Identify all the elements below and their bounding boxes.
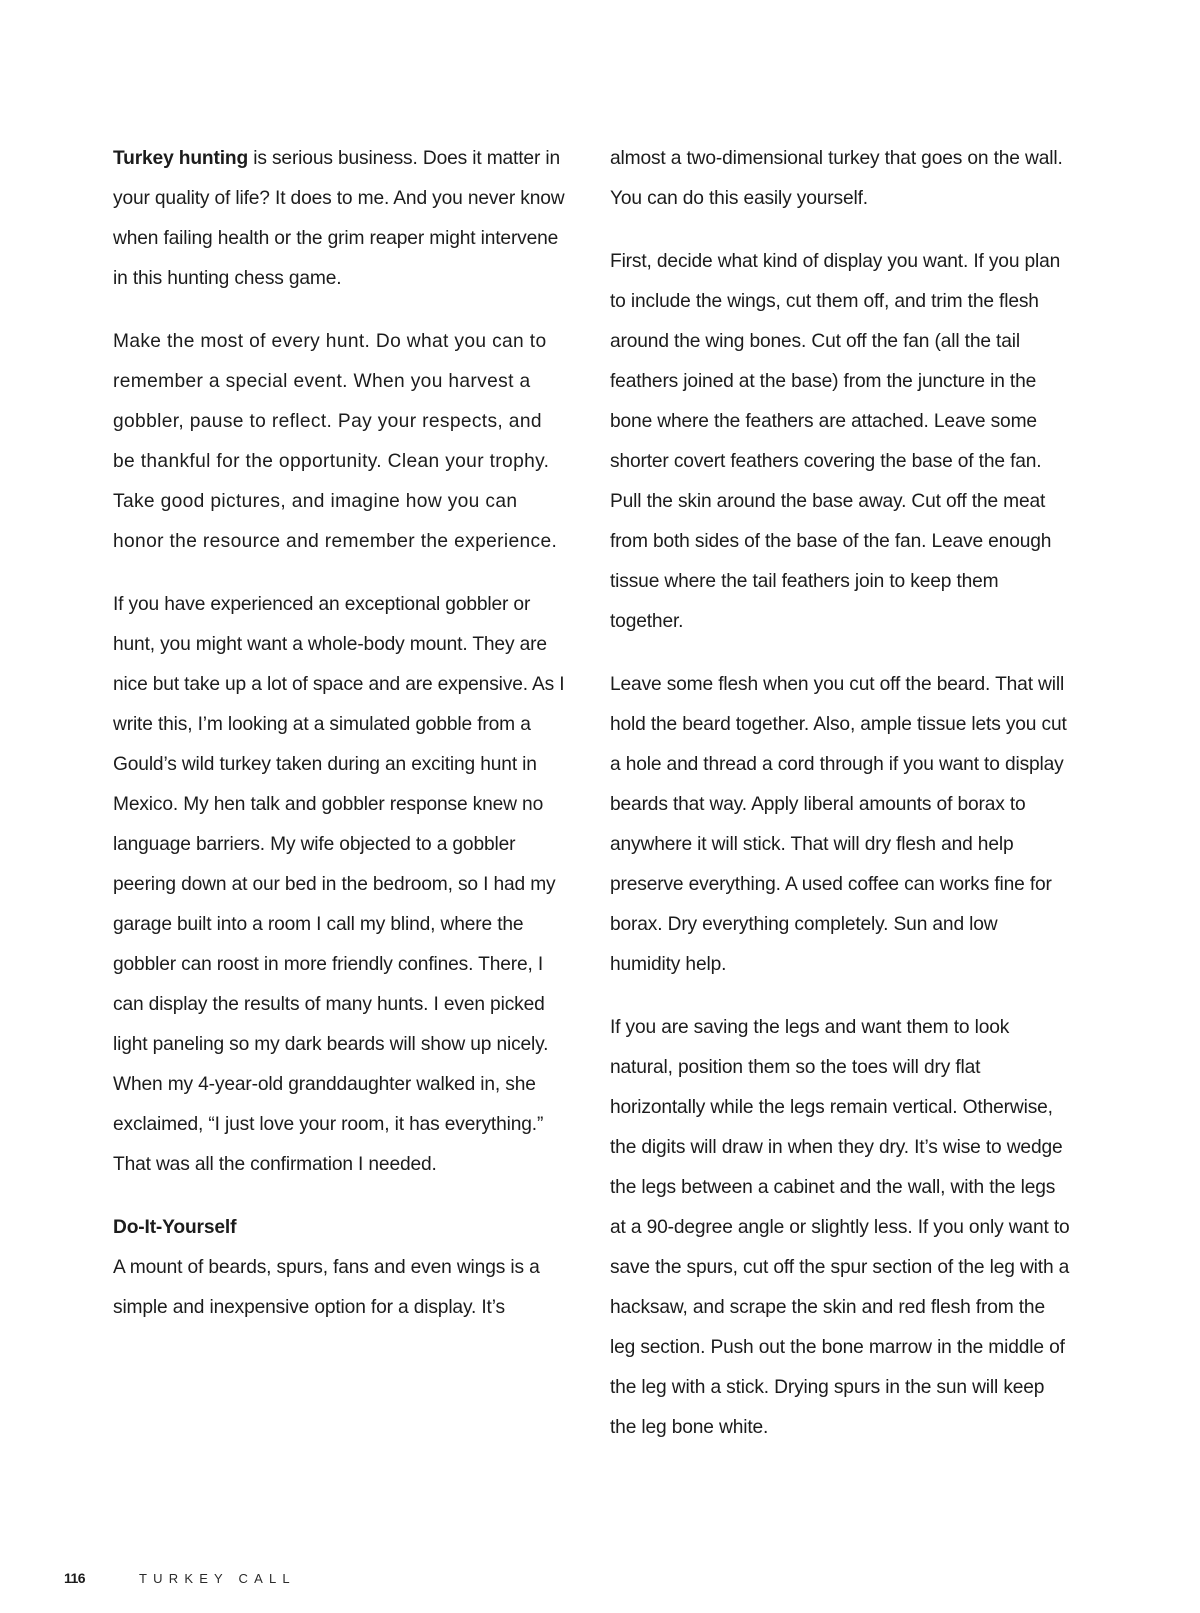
section-heading-diy: Do-It-Yourself [113,1217,237,1238]
left-column [113,139,565,1328]
right-column [610,139,1070,1448]
magazine-name: TURKEY CALL [139,1571,296,1586]
page-number: 116 [64,1570,86,1586]
paragraph-make-the-most: Make the most of every hunt. Do what you can to remember a special event. When you harvest a gobbler, pause to reflect. Pay your respects, and be thankful for the opportunity. Clean your trophy. Take good pictures, and imagine how you can honor the resource and remember the experience. [113,331,558,552]
paragraph-intro [113,139,565,299]
paragraph-diy-intro: A mount of beards, spurs, fans and even wings is a simple and inexpensive option for a display. It’s [113,1257,540,1318]
paragraph-beard: Leave some flesh when you cut off the beard. That will hold the beard together. Also, ample tissue lets you cut a hole and thread a cord through if you want to display beards that way. Apply liberal amounts of borax to anywhere it will stick. That will dry flesh and help preserve everything. A used coffee can works fine for borax. Dry everything completely. Sun and low humidity help. [610,674,1067,975]
paragraph-decide-display: First, decide what kind of display you want. If you plan to include the wings, cut them off, and trim the flesh around the wing bones. Cut off the fan (all the tail feathers joined at the base) from the juncture in the bone where the feathers are attached. Leave some shorter covert feathers covering the base of the fan. Pull the skin around the base away. Cut off the meat from both sides of the base of the fan. Leave enough tissue where the tail feathers join to keep them together. [610,251,1061,632]
paragraph-legs-spurs: If you are saving the legs and want them to look natural, position them so the toes will dry flat horizontally while the legs remain vertical. Otherwise, the digits will draw in when they dry. It’s wise to wedge the legs between a cabinet and the wall, with the legs at a 90-degree angle or slightly less. If you only want to save the spurs, cut off the spur section of the leg with a hacksaw, and scrape the skin and red flesh from the leg section. Push out the bone marrow in the middle of the leg with a stick. Drying spurs in the sun will keep the leg bone white. [610,1017,1070,1438]
paragraph-whole-body-mount: If you have experienced an exceptional gobbler or hunt, you might want a whole-body mount. They are nice but take up a lot of space and are expensive. As I write this, I’m looking at a simulated gobble from a Gould’s wild turkey taken during an exciting hunt in Mexico. My hen talk and gobbler response knew no language barriers. My wife objected to a gobbler peering down at our bed in the bedroom, so I had my garage built into a room I call my blind, where the gobbler can roost in more friendly confines. There, I can display the results of many hunts. I even picked light paneling so my dark beards will show up nicely. When my 4-year-old granddaughter walked in, she exclaimed, “I just love your room, it has everything.” That was all the confirmation I needed. [113,594,565,1175]
paragraph-two-dimensional: almost a two-dimensional turkey that goes on the wall. You can do this easily yourself. [610,148,1063,209]
lead-in-bold: Turkey hunting [113,148,249,169]
intro-text: is serious business. Does it matter in your quality of life? It does to me. And you never know when failing health or the grim reaper might intervene in this hunting chess game. [113,148,565,289]
